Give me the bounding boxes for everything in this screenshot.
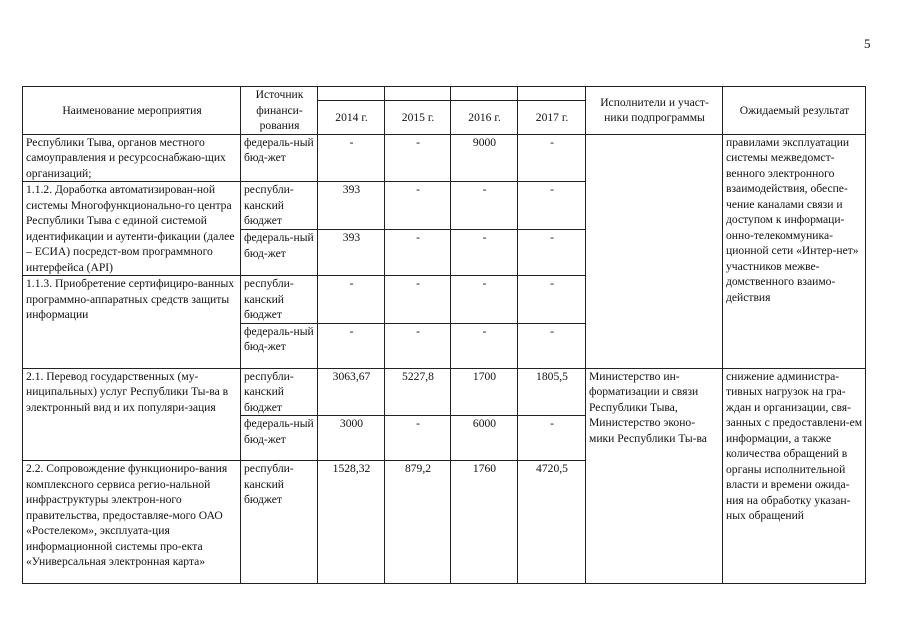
value-2014: -: [318, 323, 385, 368]
value-2016: -: [451, 323, 518, 368]
value-2016: 6000: [451, 416, 518, 461]
value-2014: -: [318, 134, 385, 182]
value-2014: -: [318, 276, 385, 324]
measure-name: 2.1. Перевод государственных (му-ниципальных) услуг Республики Ты-ва в электронный вид и их популяри-зация: [23, 368, 241, 461]
value-2014: 393: [318, 182, 385, 230]
value-2016: -: [451, 230, 518, 276]
expected-result-2: снижение администра-тивных нагрузок на гра-ждан и организации, свя-занных с предоставлени-ем информации, а также количества обращений в органы исполнительной власти и времени ожида-ния на обработку указан-ных обращений: [723, 368, 866, 584]
value-2014: 1528,32: [318, 461, 385, 584]
executors-cell: [586, 134, 723, 368]
value-2015: -: [385, 323, 451, 368]
value-2015: 5227,8: [385, 368, 451, 416]
value-2016: 1700: [451, 368, 518, 416]
program-table: [22, 86, 866, 584]
table-row: [23, 134, 866, 182]
measure-name: Республики Тыва, органов местного самоуправления и ресурсоснабжаю-щих организаций;: [23, 134, 241, 182]
funding-source: федераль-ный бюд-жет: [241, 230, 318, 276]
funding-source: республи-канский бюджет: [241, 368, 318, 416]
measure-name: 2.2. Сопровождение функциониро-вания комплексного сервиса регио-нальной инфраструктуры электрон-ного правительства, предоставляе-мого ОАО «Ростелеком», эксплуата-ция информационной системы про-екта «Универсальная электронная карта»: [23, 461, 241, 584]
header-executors: Исполнители и участ-ники подпрограммы: [586, 87, 723, 135]
header-name: Наименование мероприятия: [23, 87, 241, 135]
value-2017: -: [518, 230, 586, 276]
header-year: 2016 г.: [451, 101, 518, 134]
header-result: Ожидаемый результат: [723, 87, 866, 135]
value-2016: -: [451, 276, 518, 324]
value-2015: -: [385, 416, 451, 461]
funding-source: республи-канский бюджет: [241, 182, 318, 230]
funding-source: федераль-ный бюд-жет: [241, 416, 318, 461]
measure-name: 1.1.3. Приобретение сертифициро-ванных программно-аппаратных средств защиты информации: [23, 276, 241, 369]
funding-source: федераль-ный бюд-жет: [241, 134, 318, 182]
header-blank: [451, 87, 518, 101]
value-2014: 3063,67: [318, 368, 385, 416]
header-year: 2014 г.: [318, 101, 385, 134]
value-2017: 1805,5: [518, 368, 586, 416]
value-2016: 9000: [451, 134, 518, 182]
executors-cell-2: Министерство ин-форматизации и связи Республики Тыва, Министерство эконо-мики Республики Ты-ва: [586, 368, 723, 584]
value-2017: -: [518, 323, 586, 368]
measure-name: 1.1.2. Доработка автоматизирован-ной системы Многофункционально-го центра Республики Тыва с единой системой идентификации и аутенти-фикации (далее – ЕСИА) посредст-вом программного интерфейса (API): [23, 182, 241, 276]
value-2014: 393: [318, 230, 385, 276]
funding-source: федераль-ный бюд-жет: [241, 323, 318, 368]
header-source: Источник финанси-рования: [241, 87, 318, 135]
value-2016: -: [451, 182, 518, 230]
value-2017: -: [518, 276, 586, 324]
value-2017: -: [518, 416, 586, 461]
value-2015: -: [385, 230, 451, 276]
header-year: 2017 г.: [518, 101, 586, 134]
value-2017: -: [518, 182, 586, 230]
value-2015: -: [385, 276, 451, 324]
value-2017: 4720,5: [518, 461, 586, 584]
header-blank: [385, 87, 451, 101]
value-2015: -: [385, 134, 451, 182]
value-2015: 879,2: [385, 461, 451, 584]
table-header-row: [23, 87, 866, 101]
page-number: 5: [864, 36, 871, 51]
value-2017: -: [518, 134, 586, 182]
funding-source: республи-канский бюджет: [241, 276, 318, 324]
funding-source: республи-канский бюджет: [241, 461, 318, 584]
table-row: [23, 368, 866, 416]
value-2015: -: [385, 182, 451, 230]
header-year: 2015 г.: [385, 101, 451, 134]
value-2016: 1760: [451, 461, 518, 584]
value-2014: 3000: [318, 416, 385, 461]
expected-result: правилами эксплуатации системы межведомст-венного электронного взаимодействия, обеспе-чение каналами связи и доступом к информаци-онно-телекоммуника-ционной сети «Интер-нет» участников межве-домственного взаимо-действия: [723, 134, 866, 368]
header-blank: [318, 87, 385, 101]
header-blank: [518, 87, 586, 101]
